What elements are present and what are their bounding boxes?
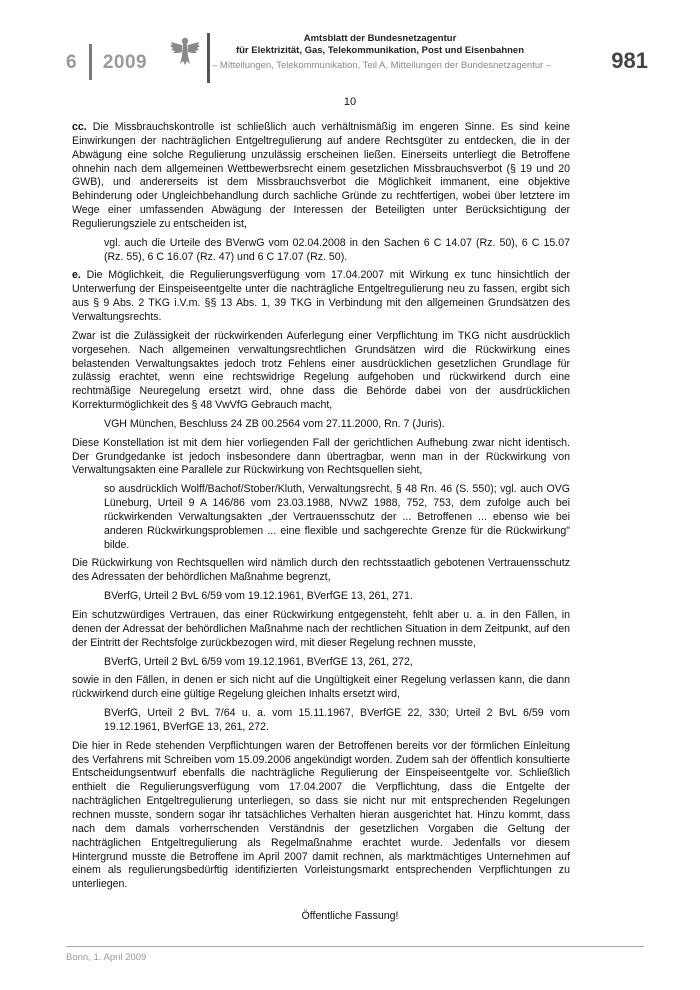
body-paragraph	[72, 121, 570, 232]
body-paragraph	[72, 557, 570, 585]
issue-year: 2009	[102, 52, 148, 73]
citation-paragraph: BVerfG, Urteil 2 BvL 6/59 vom 19.12.1961, BVerfGE 13, 261, 271.	[104, 590, 413, 603]
citation-paragraph: BVerfG, Urteil 2 BvL 6/59 vom 19.12.1961, BVerfGE 13, 261, 272,	[104, 655, 413, 668]
gazette-title-sub: für Elektrizität, Gas, Telekommunikation, Post und Eisenbahnen	[235, 45, 525, 56]
paragraph-text: Die hier in Rede stehenden Verpflichtungen waren der Betroffenen bereits vor der förmlichen Einleitung des Verfahrens mit Schreiben vom 15.09.2006 angekündigt worden. Zudem sah der öffentlich konsultierte Entscheidungsentwurf ebenfalls die nachträgliche Regulierung der Einspeiseentgelte vor. Schließlich enthielt die Regulierungsverfügung vom 17.04.2007 die Verpflichtung, dass die Entgelte der nachträglichen Entgeltregulierung unterliegen, so dass sie nicht nur mit entsprechenden Regelungen rechnen musste, sondern sogar ihr tatsächliches Verhalten hieran ausgerichtet hat. Hinzu kommt, dass nach dem damals vorherrschenden Verständnis der gesetzlichen Vorgaben die Geltung der nachträglichen Entgeltregulierung als Regelmaßnahme erachtet wurde. Jedenfalls vor diesem Hintergrund musste die Betroffene im April 2007 damit rechnen, als marktmächtiges Unternehmen auf einem als regulierungsbedürftig identifizierten Vorleistungsmarkt entsprechenden Verpflichtungen zu unterliegen.	[72, 739, 570, 891]
paragraph-label: cc.	[72, 121, 87, 133]
paragraph-text: Die Möglichkeit, die Regulierungsverfügung vom 17.04.2007 mit Wirkung ex tunc hinsichtlich der Unterwerfung der Einspeiseentgelte unter die nachträgliche Entgeltregulierung neu zu fassen, ergibt sich aus § 9 Abs. 2 TKG i.V.m. §§ 13 Abs. 1, 39 TKG in Verbindung mit den allgemeinen Grundsätzen des Verwaltungsrechts.	[72, 269, 570, 323]
body-paragraph	[72, 269, 570, 324]
public-version-note: Öffentliche Fassung!	[301, 910, 399, 922]
paragraph-text: Ein schutzwürdiges Vertrauen, das einer Rückwirkung entgegensteht, fehlt aber u. a. in den Fällen, in denen der Adressat der behördlichen Maßnahme nach der rechtlichen Situation in dem Zeitpunkt, auf den der Eintritt der Rechtsfolge zurückbezogen wird, mit dieser Regelung rechnen musste,	[72, 609, 570, 649]
issue-divider	[89, 44, 92, 80]
footer-date: Bonn, 1. April 2009	[66, 952, 147, 963]
document-body	[72, 121, 570, 897]
paragraph-text: sowie in den Fällen, in denen er sich nicht auf die Ungültigkeit einer Regelung verlassen kann, die dann rückwirkend durch eine gültige Regelung gleichen Inhalts ersetzt wird,	[72, 674, 570, 701]
paragraph-text: Zwar ist die Zulässigkeit der rückwirkenden Auferlegung einer Verpflichtung im TKG nicht ausdrücklich vorgesehen. Nach allgemeinen verwaltungsrechtlichen Grundsätzen wird die Rückwirkung eines belastenden Verwaltungsaktes jedoch trotz Fehlens einer ausdrücklichen gesetzlichen Grundlage für zulässig erachtet, wenn eine rechtswidrige Regelung aufgehoben und rückwirkend durch eine rechtmäßige Neuregelung ersetzt wird, ohne dass die Behörde dabei von der ausdrücklichen Korrekturmöglichkeit des § 48 VwVfG Gebrauch macht,	[72, 329, 570, 412]
paragraph-label: e.	[72, 269, 81, 282]
header-divider	[207, 33, 210, 83]
body-paragraph	[72, 437, 570, 479]
issue-label	[66, 52, 147, 74]
body-paragraph	[72, 674, 570, 702]
body-paragraph	[72, 330, 570, 413]
body-paragraph	[72, 740, 570, 892]
citation-paragraph: vgl. auch die Urteile des BVerwG vom 02.04.2008 in den Sachen 6 C 14.07 (Rz. 50), 6 C 15.07 (Rz. 55), 6 C 16.07 (Rz. 47) und 6 C 17.07 (Rz. 50).	[104, 236, 570, 263]
gazette-title: Amtsblatt der Bundesnetzagentur	[303, 33, 457, 44]
footer-rule	[66, 946, 644, 947]
body-paragraph	[72, 609, 570, 651]
issue-number: 6	[66, 52, 78, 73]
document-page-number: 10	[343, 96, 357, 108]
paragraph-text: Die Rückwirkung von Rechtsquellen wird nämlich durch den rechtsstaatlich gebotenen Vertrauensschutz des Adressaten der behördlichen Maßnahme begrenzt,	[72, 557, 570, 584]
paragraph-text: Diese Konstellation ist mit dem hier vorliegenden Fall der gerichtlichen Aufhebung zwar nicht identisch. Der Grundgedanke ist jedoch insbesondere dann übertragbar, wenn man in der Rückwirkung von Verwaltungsakten eine Parallele zur Rückwirkung von Rechtsquellen sieht,	[72, 436, 570, 477]
paragraph-text: Die Missbrauchskontrolle ist schließlich auch verhältnismäßig im engeren Sinne. Es sind keine Einwirkungen der nachträglichen Entgeltregulierung auf andere Rechtsgüter zu entdecken, die in der Abwägung eine solche Regulierung unzulässig erscheinen ließen. Einerseits unterliegt die Betroffene ohnehin nach dem allgemeinen Wettbewerbsrecht einem gesetzlichen Missbrauchsverbot (§ 19 und 20 GWB), und andererseits ist dem Missbrauchsverbot die Möglichkeit immanent, eine objektive Behinderung oder Ungleichbehandlung durch sachliche Gründe zu rechtfertigen, wobei über letztere im Wege einer umfassenden Abwägung der Interessen der Beteiligten unter Berücksichtigung der Regulierungsziele zu entscheiden ist,	[72, 121, 570, 230]
gazette-page-number: 981	[611, 48, 648, 73]
citation-paragraph: so ausdrücklich Wolff/Bachof/Stober/Kluth, Verwaltungsrecht, § 48 Rn. 46 (S. 550); vgl. auch OVG Lüneburg, Urteil 9 A 146/86 vom 23.03.1988, NVwZ 1988, 752, 753, dem zufolge auch bei rückwirkenden Verwaltungsakten „der Vertrauensschutz der ... Betroffenen ... ebenso wie bei anderen Rückwirkungsproblemen ... eine flexible und sachgerechte Grenze für die Rückwirkung" bilde.	[104, 483, 570, 551]
citation-paragraph: BVerfG, Urteil 2 BvL 7/64 u. a. vom 15.11.1967, BVerfGE 22, 330; Urteil 2 BvL 6/59 vom 19.12.1961, BVerfGE 13, 261, 272.	[104, 707, 570, 733]
page-header	[0, 0, 700, 90]
federal-eagle-icon	[168, 34, 202, 68]
citation-paragraph: VGH München, Beschluss 24 ZB 00.2564 vom 27.11.2000, Rn. 7 (Juris).	[104, 417, 445, 430]
gazette-section: – Mitteilungen, Telekommunikation, Teil A, Mitteilungen der Bundesnetzagentur –	[212, 60, 552, 71]
